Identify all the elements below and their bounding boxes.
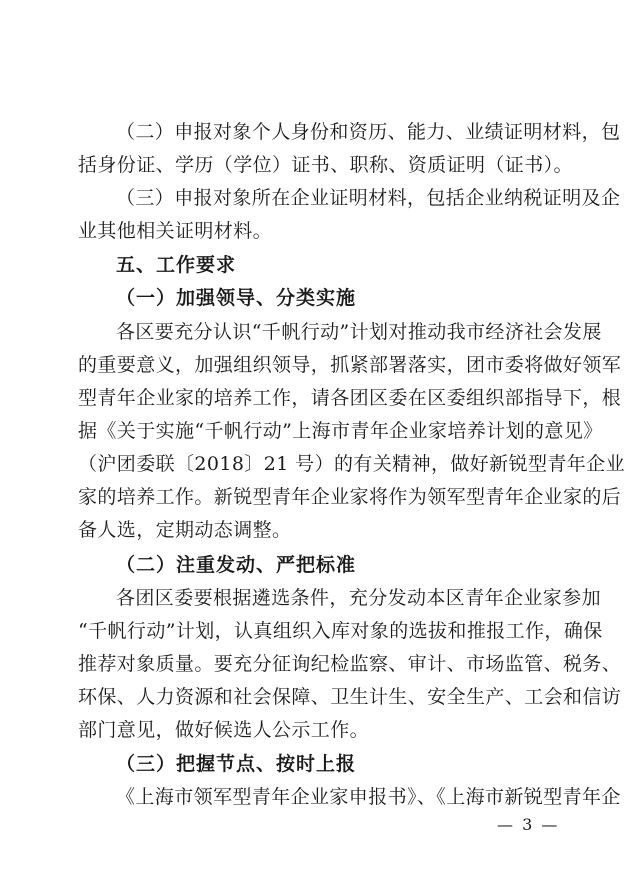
paragraph-line: （沪团委联〔2018〕21 号）的有关精神，做好新锐型青年企业 bbox=[78, 453, 625, 475]
paragraph-line: 部门意见，做好候选人公示工作。 bbox=[78, 719, 370, 741]
section-heading: 五、工作要求 bbox=[116, 254, 237, 276]
paragraph-line: 型青年企业家的培养工作，请各团区委在区委组织部指导下，根 bbox=[78, 387, 622, 409]
paragraph-line: 业其他相关证明材料。 bbox=[78, 220, 273, 242]
subsection-title: （一）加强领导、分类实施 bbox=[116, 287, 357, 309]
page-number: — 3 — bbox=[497, 815, 560, 834]
paragraph-line: （三）申报对象所在企业证明材料，包括企业纳税证明及企 bbox=[116, 187, 621, 209]
paragraph-line: 各团区委要根据遴选条件，充分发动本区青年企业家参加 bbox=[116, 587, 602, 609]
subsection-title: （三）把握节点、按时上报 bbox=[116, 753, 357, 775]
paragraph-line: 括身份证、学历（学位）证书、职称、资质证明（证书）。 bbox=[78, 154, 573, 176]
paragraph-line: 推荐对象质量。要充分征询纪检监察、审计、市场监管、税务、 bbox=[78, 653, 622, 675]
paragraph-line: 备人选，定期动态调整。 bbox=[78, 519, 292, 541]
paragraph-line: 据《关于实施“千帆行动”上海市青年企业家培养计划的意见》 bbox=[78, 420, 603, 442]
subsection-title: （二）注重发动、严把标准 bbox=[116, 554, 357, 576]
paragraph-line: 各区要充分认识“千帆行动”计划对推动我市经济社会发展 bbox=[116, 321, 602, 343]
paragraph-line: 《上海市领军型青年企业家申报书》、《上海市新锐型青年企 bbox=[116, 786, 621, 808]
paragraph-line: “千帆行动”计划，认真组织入库对象的选拔和推报工作，确保 bbox=[78, 620, 603, 642]
paragraph-line: （二）申报对象个人身份和资历、能力、业绩证明材料，包 bbox=[116, 121, 621, 143]
paragraph-line: 家的培养工作。新锐型青年企业家将作为领军型青年企业家的后 bbox=[78, 486, 622, 508]
paragraph-line: 环保、人力资源和社会保障、卫生计生、安全生产、工会和信访 bbox=[78, 686, 622, 708]
paragraph-line: 的重要意义，加强组织领导，抓紧部署落实，团市委将做好领军 bbox=[78, 354, 622, 376]
